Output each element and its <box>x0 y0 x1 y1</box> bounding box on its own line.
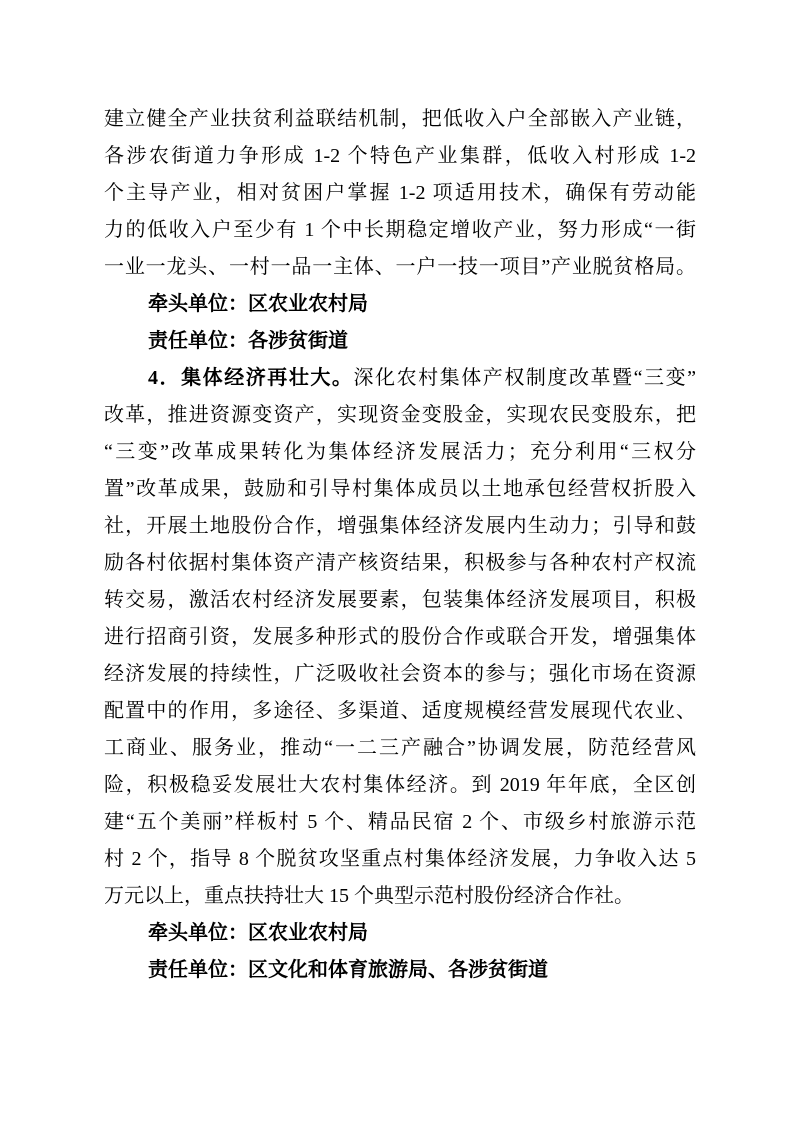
body-line: 个主导产业，相对贫困户掌握 1-2 项适用技术，确保有劳动能 <box>104 182 696 204</box>
lead-unit-line: 牵头单位：区农业农村局 <box>148 922 368 944</box>
body-line: 励各村依据村集体资产清产核资结果，积极参与各种农村产权流 <box>104 552 696 574</box>
body-line: 进行招商引资，发展多种形式的股份合作或联合开发，增强集体 <box>104 626 696 648</box>
document-body <box>104 101 696 989</box>
body-line: 建立健全产业扶贫利益联结机制，把低收入户全部嵌入产业链， <box>104 108 696 130</box>
body-line: 转交易，激活农村经济发展要素，包装集体经济发展项目，积极 <box>104 589 696 611</box>
body-line: 村 2 个，指导 8 个脱贫攻坚重点村集体经济发展，力争收入达 5 <box>104 848 696 870</box>
body-line: 置”改革成果，鼓励和引导村集体成员以土地承包经营权折股入 <box>104 478 696 500</box>
item-heading-line <box>104 360 696 397</box>
body-line: 各涉农街道力争形成 1-2 个特色产业集群，低收入村形成 1-2 <box>104 145 696 167</box>
body-line: 万元以上，重点扶持壮大 15 个典型示范村股份经济合作社。 <box>104 885 634 907</box>
item-heading-text: 深化农村集体产权制度改革暨“三变” <box>353 367 696 389</box>
body-line: 经济发展的持续性，广泛吸收社会资本的参与；强化市场在资源 <box>104 663 696 685</box>
body-line: 工商业、服务业，推动“一二三产融合”协调发展，防范经营风 <box>104 737 696 759</box>
body-line: 改革，推进资源变资产，实现资金变股金，实现农民变股东，把 <box>104 404 696 426</box>
body-line: 险，积极稳妥发展壮大农村集体经济。到 2019 年年底，全区创 <box>104 774 696 796</box>
body-line: “三变”改革成果转化为集体经济发展活力；充分利用“三权分 <box>104 441 696 463</box>
body-line: 配置中的作用，多途径、多渠道、适度规模经营发展现代农业、 <box>104 700 696 722</box>
body-line: 社，开展土地股份合作，增强集体经济发展内生动力；引导和鼓 <box>104 515 696 537</box>
body-line: 力的低收入户至少有 1 个中长期稳定增收产业，努力形成“一街 <box>104 219 696 241</box>
body-line: 一业一龙头、一村一品一主体、一户一技一项目”产业脱贫格局。 <box>104 256 696 278</box>
responsible-unit-line: 责任单位：各涉贫街道 <box>148 330 348 352</box>
responsible-unit-line: 责任单位：区文化和体育旅游局、各涉贫街道 <box>148 959 548 981</box>
item-number-title: 4．集体经济再壮大。 <box>148 367 354 389</box>
lead-unit-line: 牵头单位：区农业农村局 <box>148 293 368 315</box>
body-line: 建“五个美丽”样板村 5 个、精品民宿 2 个、市级乡村旅游示范 <box>104 811 696 833</box>
